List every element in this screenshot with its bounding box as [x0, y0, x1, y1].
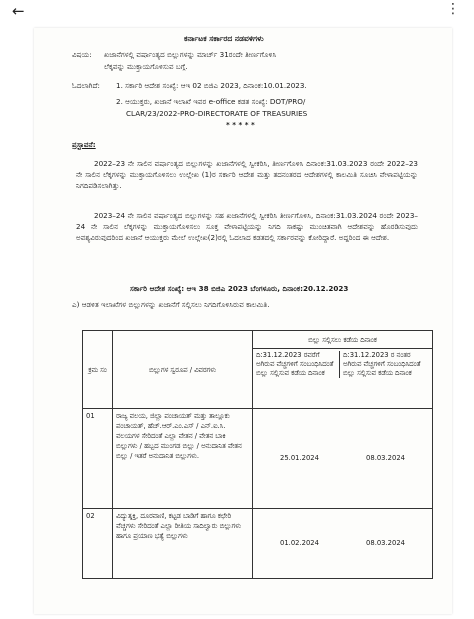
row-2-dates [253, 509, 433, 579]
subheader-after-date: ದಿ:31.12.2023 ರ ನಂತರ ಅಗಿರುವ ವೆಚ್ಚಗಳಿಗೆ ಸಂಬಂಧಿಸಿದಂತೆ ಬಿಲ್ಲು ಸಲ್ಲಿಸುವ ಕಡೆಯ ದಿನಾಂಕ [339, 351, 426, 378]
row-1-date-after: 08.03.2024 [366, 453, 405, 462]
reference-item-2-line-2: CLAR/23/2022-PRO-DIRECTORATE OF TREASURIES [126, 109, 308, 118]
preamble-paragraph-1: 2022–23 ನೇ ಸಾಲಿನ ವರ್ಷಾಂತ್ಯದ ಬಿಲ್ಲುಗಳನ್ನು ಖಜಾನೆಗಳಲ್ಲಿ ಸ್ವೀಕರಿಸಿ, ತೀರ್ಣಗೊಳಿಸಿ ದಿನಾಂಕ:31.03.2023 ರಂದೇ 2022–23 ನೇ ಸಾಲಿನ ಲೆಕ್ಕಗಳನ್ನು ಮುಕ್ತಾಯಗೊಳಿಸಲು ಉಲ್ಲೇಖ (1)ರ ಸರ್ಕಾರಿ ಆದೇಶ ಮತ್ತು ತದನಂತರದ ಆದೇಶಗಳಲ್ಲಿ ಕಾಲಮಿತಿ ಸೂಚಿಸಿ ವೇಳಾಪಟ್ಟಿಯನ್ನು ನಿಗದಿಪಡಿಸಲಾಗಿತ್ತು. [76, 159, 418, 190]
subheader-before-date: ದಿ:31.12.2023 ರವರೆಗೆ ಅಗಿರುವ ವೆಚ್ಚಗಳಿಗೆ ಸಂಬಂಧಿಸಿದಂತೆ ಬಿಲ್ಲು ಸಲ್ಲಿಸುವ ಕಡೆಯ ದಿನಾಂಕ [256, 351, 334, 377]
table-row [83, 509, 433, 579]
order-number-line: ಸರ್ಕಾರಿ ಆದೇಶ ಸಂಖ್ಯೆ: ಆಇ 38 ಬಿಜಿಎ 2023 ಬೆಂಗಳೂರು, ದಿನಾಂಕ:20.12.2023 [130, 284, 349, 293]
subheader-cell [253, 349, 433, 409]
deadline-table [82, 330, 433, 579]
subject-line-2: ಲೆಕ್ಕವನ್ನು ಮುಕ್ತಾಯಗೊಳಿಸುವ ಬಗ್ಗೆ. [104, 62, 188, 71]
header-bill-type: ಬಿಲ್ಲುಗಳ ಸ್ವರೂಪ / ವಿವರಗಳು [113, 331, 253, 409]
reference-item-2-line-1: 2. ಆಯುಕ್ತರು, ಖಜಾನೆ ಇಲಾಖೆ ಇವರ e-office ಕಡತ ಸಂಖ್ಯೆ: DOT/PRO/ [116, 97, 306, 106]
row-1-dates [253, 409, 433, 509]
separator-stars: * * * * * [226, 120, 255, 129]
row-2-description: ವಿದ್ಯುತ್ಶಕ್ತಿ, ದೂರವಾಣಿ, ಕಟ್ಟಡ ಬಾಡಿಗೆ ಹಾಗೂ ಕಛೇರಿ ವೆಚ್ಚಗಳು ಸೇರಿದಂತೆ ಎಲ್ಲಾ ರೀತಿಯ ಸಾದಿಲ್ವಾರು ಬಿಲ್ಲುಗಳು ಹಾಗೂ ಪ್ರಯಾಣ ಭತ್ಯೆ ಬಿಲ್ಲುಗಳು [113, 509, 253, 579]
preamble-paragraph-2: 2023–24 ನೇ ಸಾಲಿನ ವರ್ಷಾಂತ್ಯದ ಬಿಲ್ಲುಗಳನ್ನು ಸಹ ಖಜಾನೆಗಳಲ್ಲಿ ಸ್ವೀಕರಿಸಿ ತೀರ್ಣಗೊಳಿಸಿ, ದಿನಾಂಕ:31.03.2024 ರಂದೇ 2023–24 ನೇ ಸಾಲಿನ ಲೆಕ್ಕಗಳನ್ನು ಮುಕ್ತಾಯಗೊಳಿಸಲು ಸೂಕ್ತ ವೇಳಾಪಟ್ಟಿಯನ್ನು ನಿಗದಿ ಸಾಕಷ್ಟು ಮುಂಚಿತವಾಗಿ ಆದೇಶವನ್ನು ಹೊರಡಿಸುವುದು ಅವಶ್ಯವಿರುವುದರಿಂದ ಖಜಾನೆ ಆಯುಕ್ತರು ಮೇಲೆ ಉಲ್ಲೇಖ(2)ರಲ್ಲಿ ಓದಲಾದ ಕಡತದಲ್ಲಿ ಸರ್ಕಾರವನ್ನು ಕೋರಿದ್ದಾರೆ. ಅದ್ದರಿಂದ ಈ ಆದೇಶ. [76, 211, 418, 242]
preamble-heading: ಪ್ರಸ್ತಾವನೆ: [72, 140, 96, 149]
viewer-toolbar [0, 0, 474, 22]
header-last-date: ಬಿಲ್ಲು ಸಲ್ಲಿಸಲು ಕಡೆಯ ದಿನಾಂಕ [253, 331, 433, 349]
row-1-sl: 01 [83, 409, 113, 509]
subject-line-1: ಖಜಾನೆಗಳಲ್ಲಿ ವರ್ಷಾಂತ್ಯದ ಬಿಲ್ಲುಗಳನ್ನು ಮಾರ್ಚ್ 31ರಂದೇ ತೀರ್ಣಗೊಳಿಸಿ [104, 50, 277, 59]
kebab-menu-icon[interactable]: ⋮ [446, 1, 460, 17]
reference-item-1: 1. ಸರ್ಕಾರಿ ಆದೇಶ ಸಂಖ್ಯೆ: ಆಇ 02 ಬಿಜಿಎ 2023, ದಿನಾಂಕ:10.01.2023. [116, 81, 307, 90]
row-1-description: ರಾಜ್ಯ ವಲಯ, ಜಿಲ್ಲಾ ಪಂಚಾಯತ್ ಮತ್ತು ತಾಲ್ಲೂಕು ಪಂಚಾಯತ್, ಹೆಚ್.ಆರ್.ಎಂ.ಎಸ್ / ಎನ್.ಐ.ಸಿ. ವಲಯಗಳ ಸೇರಿದಂತೆ ಎಲ್ಲಾ ವೇತನ / ವೇತನ ಬಾಕಿ ಬಿಲ್ಲುಗಳು / ಹಬ್ಬದ ಮುಂಗಡ ಬಿಲ್ಲು / ಅನುದಾನಿತ ವೇತನ ಬಿಲ್ಲು / ಇತರೆ ಅನುದಾನಿತ ಬಿಲ್ಲುಗಳು. [113, 409, 253, 509]
subject-label: ವಿಷಯ: [72, 50, 92, 59]
header-sl-no: ಕ್ರಮ ಸಂ [83, 331, 113, 409]
document-page [34, 28, 452, 614]
row-2-date-before: 01.02.2024 [280, 538, 319, 547]
row-1-date-before: 25.01.2024 [280, 453, 319, 462]
row-2-sl: 02 [83, 509, 113, 579]
reference-label: ಓದಲಾಗಿದೆ: [72, 81, 100, 90]
table-header-row [83, 331, 433, 349]
row-2-date-after: 08.03.2024 [366, 538, 405, 547]
table-row [83, 409, 433, 509]
document-title: ಕರ್ನಾಟಕ ಸರ್ಕಾರದ ನಡವಳಿಗಳು [184, 34, 264, 43]
section-a-heading: ಎ) ಆಡಳಿತ ಇಲಾಖೆಗಳ ಬಿಲ್ಲುಗಳನ್ನು ಖಜಾನೆಗೆ ಸಲ್ಲಿಸಲು ನಿಗದಿಗೊಳಿಸಿರುವ ಕಾಲಮಿತಿ. [72, 300, 270, 309]
back-arrow-icon[interactable]: ← [12, 2, 25, 20]
